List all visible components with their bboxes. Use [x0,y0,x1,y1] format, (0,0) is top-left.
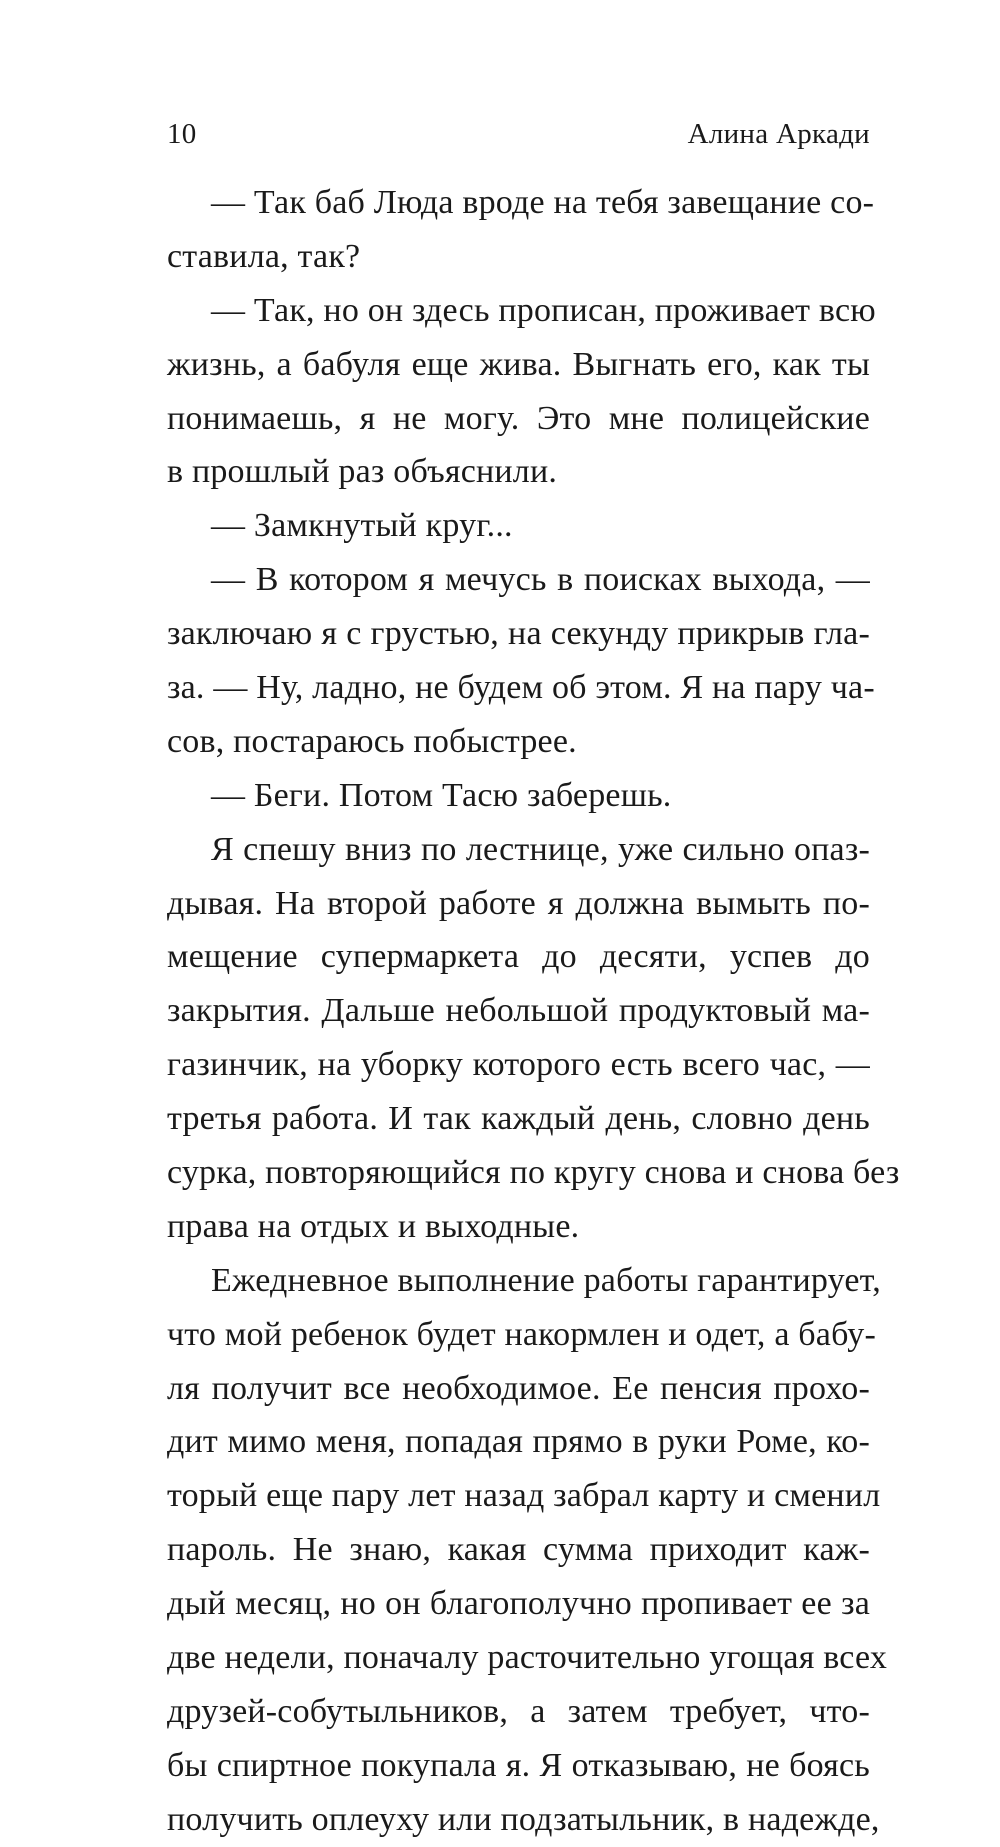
body-text [167,176,900,1847]
text-line: — Замкнутый круг... [211,507,513,545]
text-line: две недели, поначалу расточительно угощая всех [167,1639,888,1677]
text-line: друзей-собутыльников, а затем требует, что- [167,1692,870,1730]
text-line: дит мимо меня, попадая прямо в руки Роме, ко- [167,1423,870,1461]
text-line: торый еще пару лет назад забрал карту и сменил [167,1477,881,1515]
text-line: понимаешь, я не могу. Это мне полицейские [167,399,870,437]
text-line: жизнь, а бабуля еще жива. Выгнать его, как ты [167,345,870,383]
text-line: третья работа. И так каждый день, словно день [167,1100,870,1138]
text-line: за. — Ну, ладно, не будем об этом. Я на пару ча- [167,669,875,707]
text-line: Ежедневное выполнение работы гарантирует, [211,1261,881,1299]
text-line: — Так баб Люда вроде на тебя завещание со- [211,184,875,221]
text-line: пароль. Не знаю, какая сумма приходит каж- [167,1531,870,1569]
text-line: газинчик, на уборку которого есть всего час, — [167,1046,870,1084]
text-line: ставила, так? [167,237,361,275]
text-line: бы спиртное покупала я. Я отказываю, не боясь [167,1746,870,1784]
text-line: заключаю я с грустью, на секунду прикрыв гла- [167,615,870,653]
text-line: — Беги. Потом Тасю заберешь. [211,776,672,814]
text-line: что мой ребенок будет накормлен и одет, а бабу- [167,1315,877,1353]
text-line: дывая. На второй работе я должна вымыть по- [167,884,870,922]
page-number: 10 [167,118,197,150]
text-line: дый месяц, но он благополучно пропивает ее за [167,1585,870,1623]
text-line: — Так, но он здесь прописан, проживает всю [211,291,876,329]
text-line: ля получит все необходимое. Ее пенсия прохо- [167,1369,870,1407]
text-line: сов, постараюсь побыстрее. [167,722,577,760]
text-line: сурка, повторяющийся по кругу снова и снова без [167,1154,900,1192]
text-line: в прошлый раз объяснили. [167,453,558,491]
author-name: Алина Аркади [687,118,870,150]
text-line: — В котором я мечусь в поисках выхода, — [211,561,870,599]
text-line: мещение супермаркета до десяти, успев до [167,938,870,976]
text-line: закрытия. Дальше небольшой продуктовый ма- [167,992,870,1030]
text-line: права на отдых и выходные. [167,1207,580,1245]
text-line: Я спешу вниз по лестнице, уже сильно опаз- [211,830,870,868]
running-head [167,118,870,158]
text-line: получить оплеуху или подзатыльник, в надежде, [167,1800,880,1838]
